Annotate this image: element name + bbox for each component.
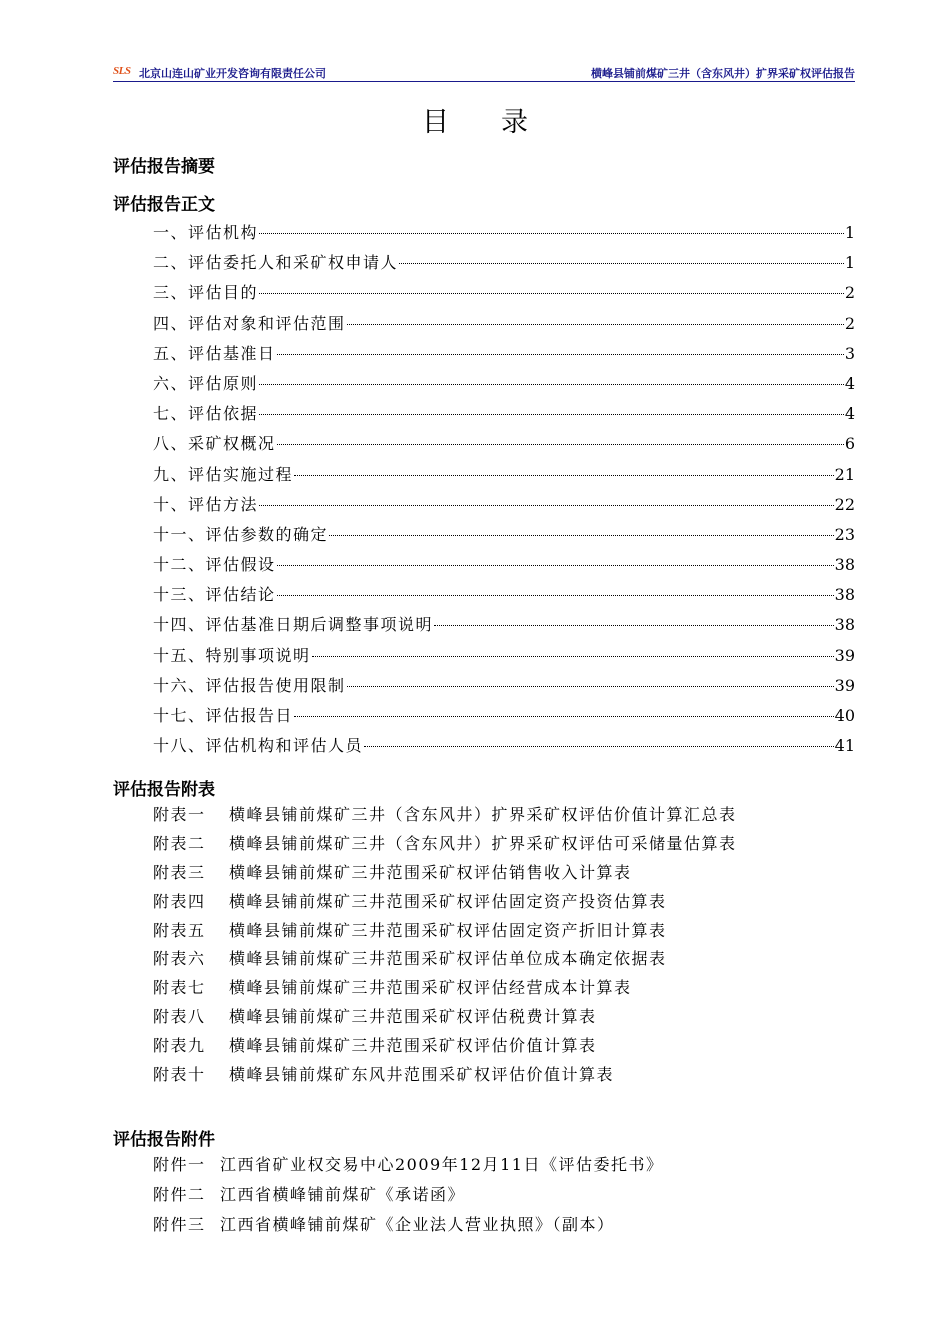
toc-entry[interactable] — [153, 371, 855, 401]
toc-entry-title: 十五、特别事项说明 — [153, 645, 311, 665]
appendix-table-item — [153, 802, 737, 831]
toc-entry[interactable] — [153, 462, 855, 492]
attachments-list — [153, 1152, 663, 1241]
attachment-item-label: 附件一 — [153, 1155, 206, 1174]
appendix-table-item — [153, 860, 737, 889]
toc-dot-leader — [294, 716, 834, 717]
attachment-item — [153, 1182, 663, 1212]
toc-entry-title: 六、评估原则 — [153, 373, 259, 393]
toc-entry[interactable] — [153, 733, 855, 763]
toc-dot-leader — [329, 535, 834, 536]
toc-list — [153, 220, 855, 763]
toc-dot-leader — [277, 565, 834, 566]
appendix-table-item-label: 附表十 — [153, 1065, 206, 1085]
toc-entry-page: 41 — [834, 736, 855, 756]
attachment-item-text: 江西省矿业权交易中心2009年12月11日《评估委托书》 — [220, 1155, 664, 1174]
toc-entry-title: 八、采矿权概况 — [153, 434, 276, 454]
toc-entry[interactable] — [153, 612, 855, 642]
page-header — [113, 62, 855, 82]
report-title: 横峰县铺前煤矿三井（含东风井）扩界采矿权评估报告 — [591, 67, 855, 80]
appendix-table-item — [153, 831, 737, 860]
toc-dot-leader — [277, 595, 834, 596]
toc-entry-page: 23 — [834, 524, 855, 544]
appendix-table-item-text: 横峰县铺前煤矿东风井范围采矿权评估价值计算表 — [229, 1065, 615, 1085]
toc-entry-title: 十一、评估参数的确定 — [153, 524, 329, 544]
toc-entry-page: 38 — [834, 615, 855, 635]
toc-entry-page: 38 — [834, 555, 855, 575]
toc-entry-page: 4 — [844, 373, 855, 393]
toc-entry[interactable] — [153, 431, 855, 461]
toc-entry-title: 四、评估对象和评估范围 — [153, 313, 346, 333]
toc-entry[interactable] — [153, 280, 855, 310]
appendix-table-item-text: 横峰县铺前煤矿三井范围采矿权评估销售收入计算表 — [229, 862, 632, 882]
toc-entry-page: 1 — [844, 253, 855, 273]
toc-entry[interactable] — [153, 522, 855, 552]
appendix-table-item — [153, 1004, 737, 1033]
attachment-item-label: 附件二 — [153, 1184, 206, 1204]
toc-entry-page: 1 — [844, 223, 855, 242]
toc-entry-title: 十七、评估报告日 — [153, 706, 294, 725]
toc-entry[interactable] — [153, 341, 855, 371]
toc-dot-leader — [259, 505, 834, 506]
toc-dot-leader — [347, 324, 844, 325]
toc-entry-title: 十二、评估假设 — [153, 555, 276, 575]
toc-dot-leader — [294, 475, 834, 476]
toc-entry[interactable] — [153, 703, 855, 733]
toc-entry[interactable] — [153, 401, 855, 431]
appendix-table-item-label: 附表六 — [153, 949, 206, 969]
appendix-table-item-text: 横峰县铺前煤矿三井范围采矿权评估价值计算表 — [229, 1036, 597, 1056]
toc-entry-page: 40 — [834, 706, 855, 725]
appendix-table-item-label: 附表九 — [153, 1036, 206, 1056]
toc-entry-title: 七、评估依据 — [153, 404, 259, 424]
attachment-item — [153, 1212, 663, 1242]
section-summary: 评估报告摘要 — [113, 157, 215, 177]
toc-entry[interactable] — [153, 492, 855, 522]
section-main-text: 评估报告正文 — [113, 195, 215, 215]
appendix-table-item-label: 附表七 — [153, 978, 206, 998]
toc-dot-leader — [312, 656, 834, 657]
toc-entry-page: 39 — [834, 675, 855, 695]
toc-dot-leader — [399, 263, 844, 264]
attachment-item-text: 江西省横峰铺前煤矿《承诺函》 — [220, 1184, 466, 1204]
toc-entry[interactable] — [153, 311, 855, 341]
toc-entry-page: 39 — [834, 645, 855, 665]
appendix-table-item-label: 附表二 — [153, 833, 206, 853]
toc-entry-page: 21 — [834, 464, 855, 484]
toc-entry-title: 十六、评估报告使用限制 — [153, 675, 346, 695]
toc-entry[interactable] — [153, 673, 855, 703]
toc-dot-leader — [259, 384, 844, 385]
appendix-table-item-text: 横峰县铺前煤矿三井范围采矿权评估固定资产投资估算表 — [229, 891, 667, 911]
toc-entry-title: 五、评估基准日 — [153, 343, 276, 363]
appendix-table-item — [153, 918, 737, 947]
appendix-table-item-label: 附表一 — [153, 805, 206, 824]
company-name: 北京山连山矿业开发咨询有限责任公司 — [139, 67, 326, 80]
appendix-table-item-text: 横峰县铺前煤矿三井（含东风井）扩界采矿权评估可采储量估算表 — [229, 833, 737, 853]
appendix-table-item-text: 横峰县铺前煤矿三井范围采矿权评估税费计算表 — [229, 1007, 597, 1027]
appendix-table-item-text: 横峰县铺前煤矿三井范围采矿权评估单位成本确定依据表 — [229, 949, 667, 969]
toc-entry-page: 2 — [844, 313, 855, 333]
company-logo: SLS — [113, 65, 131, 77]
toc-dot-leader — [277, 354, 844, 355]
toc-entry-title: 十八、评估机构和评估人员 — [153, 736, 364, 756]
appendix-table-item — [153, 946, 737, 975]
toc-dot-leader — [259, 233, 844, 234]
appendix-table-item-text: 横峰县铺前煤矿三井（含东风井）扩界采矿权评估价值计算汇总表 — [229, 805, 737, 824]
toc-entry-title: 三、评估目的 — [153, 283, 259, 303]
toc-entry-title: 十、评估方法 — [153, 494, 259, 514]
appendix-table-item-label: 附表五 — [153, 920, 206, 940]
toc-entry[interactable] — [153, 220, 855, 250]
toc-entry-page: 3 — [844, 343, 855, 363]
appendix-table-item — [153, 1033, 737, 1062]
toc-entry[interactable] — [153, 643, 855, 673]
section-tables: 评估报告附表 — [113, 780, 215, 800]
header-divider — [113, 81, 855, 82]
toc-dot-leader — [277, 444, 844, 445]
appendix-table-item-label: 附表八 — [153, 1007, 206, 1027]
toc-entry-page: 2 — [844, 283, 855, 303]
toc-entry-page: 22 — [834, 494, 855, 514]
toc-entry-title: 十四、评估基准日期后调整事项说明 — [153, 615, 434, 635]
toc-entry-title: 九、评估实施过程 — [153, 464, 294, 484]
attachment-item — [153, 1152, 663, 1182]
toc-entry[interactable] — [153, 250, 855, 280]
toc-entry[interactable] — [153, 552, 855, 582]
toc-entry-title: 十三、评估结论 — [153, 585, 276, 605]
appendix-table-item-text: 横峰县铺前煤矿三井范围采矿权评估固定资产折旧计算表 — [229, 920, 667, 940]
toc-dot-leader — [259, 414, 844, 415]
toc-entry-title: 二、评估委托人和采矿权申请人 — [153, 253, 399, 273]
appendix-table-item-label: 附表三 — [153, 862, 206, 882]
section-attachments: 评估报告附件 — [113, 1130, 215, 1150]
tables-list — [153, 802, 737, 1091]
toc-dot-leader — [259, 293, 844, 294]
appendix-table-item — [153, 1062, 737, 1091]
toc-entry-page: 4 — [844, 404, 855, 424]
toc-dot-leader — [434, 625, 834, 626]
toc-dot-leader — [364, 746, 834, 747]
page-title: 目录 — [422, 107, 580, 138]
appendix-table-item-label: 附表四 — [153, 891, 206, 911]
toc-dot-leader — [347, 686, 834, 687]
toc-entry-title: 一、评估机构 — [153, 223, 259, 242]
appendix-table-item — [153, 975, 737, 1004]
appendix-table-item-text: 横峰县铺前煤矿三井范围采矿权评估经营成本计算表 — [229, 978, 632, 998]
toc-entry-page: 38 — [834, 585, 855, 605]
attachment-item-text: 江西省横峰铺前煤矿《企业法人营业执照》（副本） — [220, 1214, 615, 1234]
toc-entry[interactable] — [153, 582, 855, 612]
appendix-table-item — [153, 889, 737, 918]
attachment-item-label: 附件三 — [153, 1214, 206, 1234]
toc-entry-page: 6 — [844, 434, 855, 454]
